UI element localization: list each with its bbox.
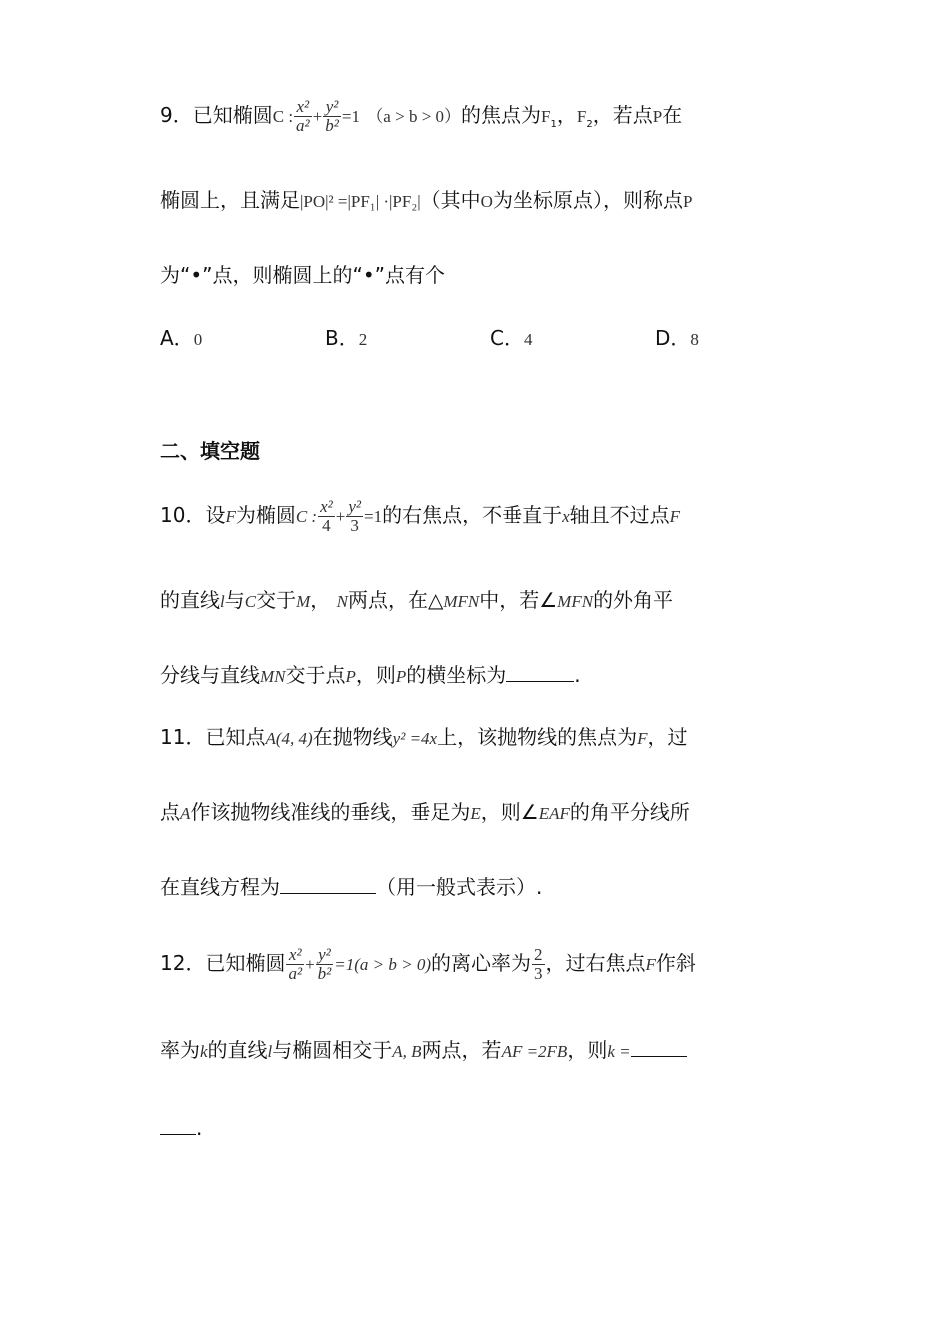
condition: （a > b > 0）: [366, 107, 462, 126]
answer-blank-q12-cont[interactable]: [160, 1134, 196, 1135]
fraction-x2-a2-q12: $\frac{\text{x²}}{\text{a²}}$: [288, 945, 303, 983]
q12-number: 12．: [160, 951, 206, 975]
option-c[interactable]: C．4: [490, 326, 533, 350]
q11-line1: 11．已知点A(4, 4)在抛物线y² =4x上，该抛物线的焦点为F，过: [160, 725, 688, 749]
condition-equation: |PO|² =|PF₁| ·|PF₂|: [300, 192, 421, 211]
answer-blank-q11[interactable]: [280, 893, 376, 894]
fraction-x2-a2: $\frac{\text{x²}}{\text{a²}}$: [296, 97, 310, 135]
q12-line3: .: [160, 1113, 202, 1143]
fraction-y2-b2: $\frac{\text{y²}}{\text{b²}}$: [325, 97, 339, 135]
q12-line2: 率为k的直线l与椭圆相交于A, B两点，若AF =2FB，则k =: [160, 1035, 687, 1067]
q9-number: 9．: [160, 103, 193, 127]
answer-blank-q10[interactable]: [506, 681, 574, 682]
q11-line3: 在直线方程为 （用一般式表示）.: [160, 875, 543, 899]
q10-line1: 10．设F为椭圆C : $\frac{\text{x²}}{4}$ + $\frac{\text{y²}}{3}$ =1的右焦点，不垂直于x轴且不过点F: [160, 497, 681, 535]
ellipse-label: C :: [272, 107, 294, 126]
q10-number: 10．: [160, 503, 206, 527]
option-b[interactable]: B．2: [325, 326, 368, 350]
q10-line2: 的直线l与C交于M， N两点，在△MFN中，若∠MFN的外角平: [160, 588, 674, 612]
q9-line1: 9．已知椭圆C : $\frac{\text{x²}}{\text{a²}}$ + $\frac{\text{y²}}{\text{b²}}$ =1 （a > b > 0）的焦点为$F_1$，$F_2$，若点P在: [160, 97, 683, 135]
q12-line1: 12．已知椭圆 $\frac{\text{x²}}{\text{a²}}$ + $\frac{\text{y²}}{\text{b²}}$ =1(a > b > 0)的离心率为 $\frac{2}{3}$ ，过右焦点F作斜: [160, 945, 696, 983]
q10-line3: 分线与直线MN交于点P，则P的横坐标为 .: [160, 663, 581, 687]
section-heading: 二、填空题: [160, 439, 260, 463]
fraction-x2-4: $\frac{\text{x²}}{4}$: [320, 497, 333, 535]
q9-line2: 椭圆上，且满足|PO|² =|PF₁| ·|PF₂|（其中O为坐标原点），则称点P: [160, 188, 693, 212]
option-a[interactable]: A．0: [160, 326, 203, 350]
q11-number: 11．: [160, 725, 206, 749]
q11-line2: 点A作该抛物线准线的垂线，垂足为E，则∠EAF的角平分线所: [160, 800, 690, 824]
option-d[interactable]: D．8: [655, 326, 699, 350]
answer-blank-q12[interactable]: [631, 1056, 687, 1057]
fraction-y2-3: $\frac{\text{y²}}{3}$: [348, 497, 361, 535]
fraction-2-3: $\frac{2}{3}$: [534, 945, 543, 983]
q9-line3: 为“•”点，则椭圆上的“•”点有个: [160, 263, 446, 287]
fraction-y2-b2-q12: $\frac{\text{y²}}{\text{b²}}$: [317, 945, 332, 983]
